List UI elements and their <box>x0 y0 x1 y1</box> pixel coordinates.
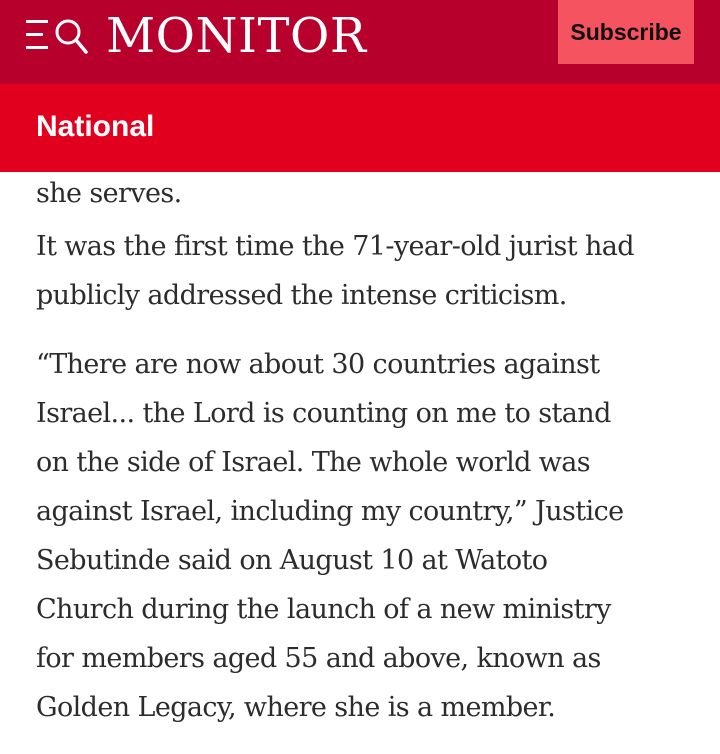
brand-logo[interactable]: MONITOR <box>106 8 367 64</box>
section-title[interactable]: National <box>36 110 155 143</box>
paragraph-line: Sebutinde said on August 10 at Watoto <box>36 545 548 576</box>
paragraph-line: Golden Legacy, where she is a member. <box>36 692 556 723</box>
paragraph-line: It was the first time the 71-year-old jurist had <box>36 231 634 262</box>
article-paragraph-1 <box>36 222 696 320</box>
paragraph-line: publicly addressed the intense criticism. <box>36 280 567 311</box>
subscribe-button[interactable]: Subscribe <box>558 0 694 64</box>
paragraph-line: Church during the launch of a new ministry <box>36 594 611 625</box>
paragraph-line: for members aged 55 and above, known as <box>36 643 601 674</box>
top-bar <box>0 0 720 84</box>
article-peek-line: she serves. <box>36 178 182 209</box>
menu-search-icon[interactable] <box>26 14 90 58</box>
paragraph-line: Israel... the Lord is counting on me to stand <box>36 398 611 429</box>
paragraph-line: on the side of Israel. The whole world was <box>36 447 591 478</box>
article-paragraph-2 <box>36 340 696 732</box>
section-bar <box>0 84 720 172</box>
paragraph-line: “There are now about 30 countries against <box>36 349 600 380</box>
paragraph-line: against Israel, including my country,” Justice <box>36 496 624 527</box>
